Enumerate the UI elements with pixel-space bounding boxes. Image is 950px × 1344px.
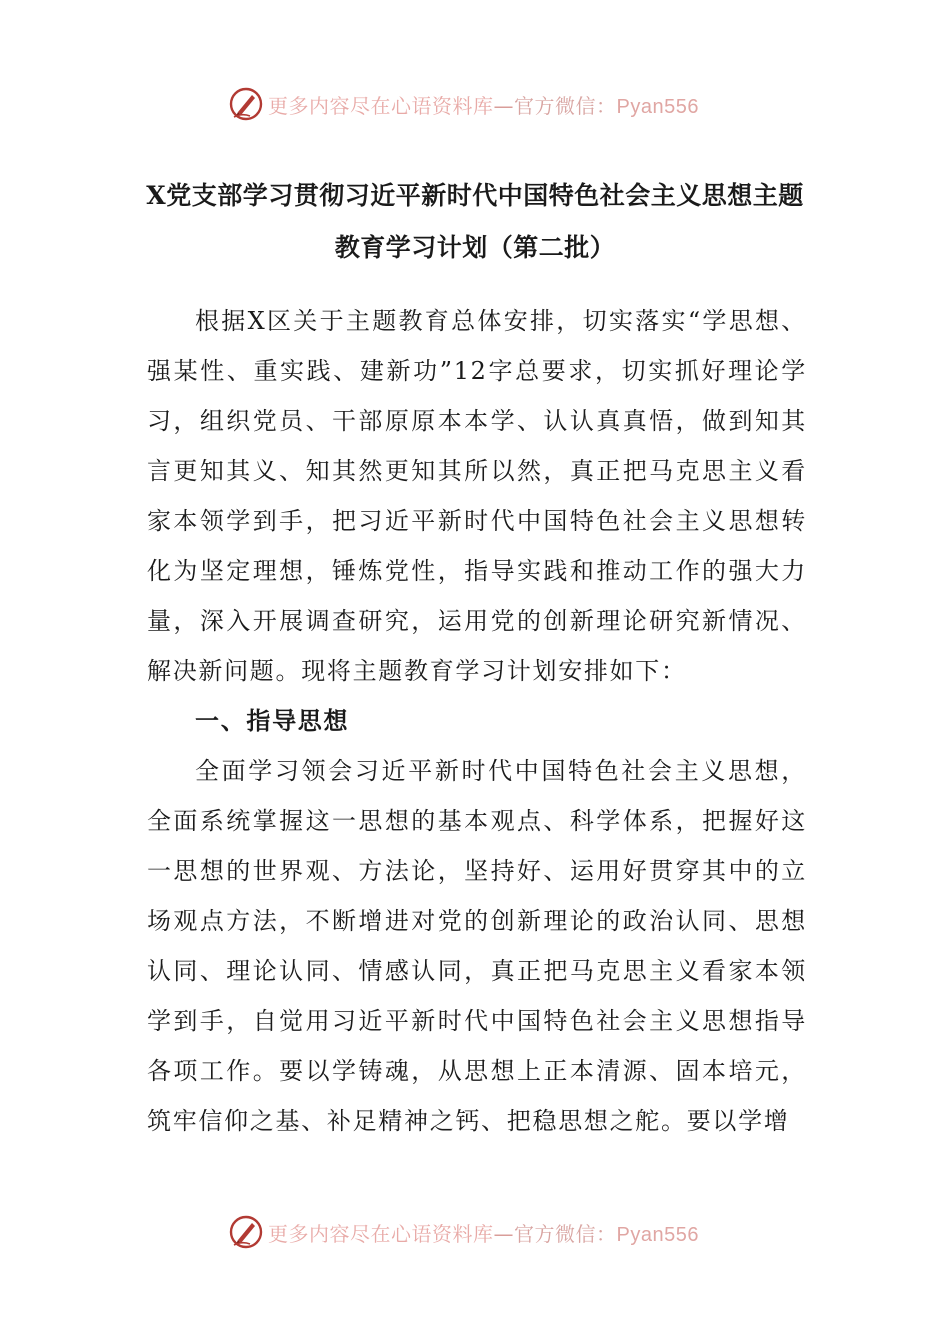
title-line-2: 教育学习计划（第二批） bbox=[334, 233, 616, 262]
pen-circle-icon bbox=[228, 86, 264, 122]
watermark-banner-top bbox=[228, 84, 748, 124]
section-heading: 一、指导思想 bbox=[195, 706, 350, 735]
section-paragraph: 全面学习领会习近平新时代中国特色社会主义思想，全面系统掌握这一思想的基本观点、科学体系，把握好这一思想的世界观、方法论，坚持好、运用好贯穿其中的立场观点方法，不断增进对党的创新理论的政治认同、思想认同、理论认同、情感认同，真正把马克思主义看家本领学到手，自觉用习近平新时代中国特色社会主义思想指导各项工作。要以学铸魂，从思想上正本清源、固本培元，筑牢信仰之基、补足精神之钙、把稳思想之舵。要以学增 bbox=[147, 757, 807, 1135]
pen-circle-icon bbox=[228, 1214, 264, 1250]
watermark-banner-bottom bbox=[228, 1212, 748, 1252]
watermark-text: 更多内容尽在心语资料库—官方微信：Pyan556 bbox=[268, 93, 699, 118]
intro-paragraph: 根据X区关于主题教育总体安排，切实落实“学思想、强某性、重实践、建新功”12字总要求，切实抓好理论学习，组织党员、干部原原本本学、认认真真悟，做到知其言更知其义、知其然更知其所以然，真正把马克思主义看家本领学到手，把习近平新时代中国特色社会主义思想转化为坚定理想，锤炼党性，指导实践和推动工作的强大力量，深入开展调查研究，运用党的创新理论研究新情况、解决新问题。现将主题教育学习计划安排如下： bbox=[147, 307, 807, 685]
title-line-1: X党支部学习贯彻习近平新时代中国特色社会主义思想主题 bbox=[146, 181, 804, 210]
watermark-text: 更多内容尽在心语资料库—官方微信：Pyan556 bbox=[268, 1221, 699, 1246]
document-body bbox=[147, 296, 807, 1146]
document-title bbox=[130, 170, 820, 274]
